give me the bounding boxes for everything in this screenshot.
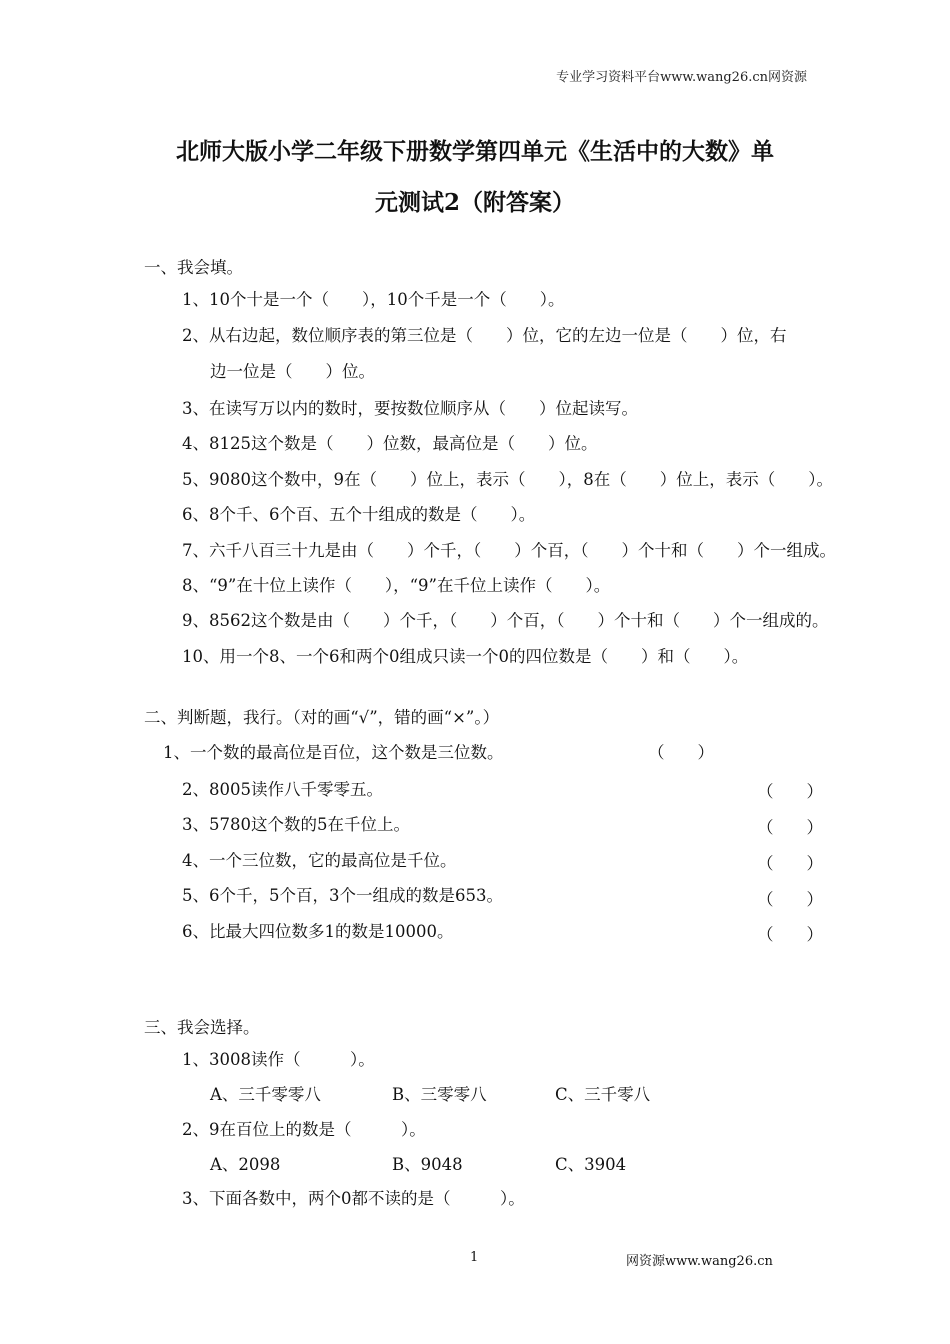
choice-option-a: A、2098 <box>210 1155 281 1174</box>
fill-question: 9、8562这个数是由（ ）个千，（ ）个百，（ ）个十和（ ）个一组成的。 <box>182 611 829 630</box>
section-2-heading: 二、判断题，我行。（对的画“√”，错的画“×”。） <box>144 708 500 727</box>
answer-parentheses: （ ） <box>757 782 823 801</box>
fill-question: 6、8个千、6个百、五个十组成的数是（ ）。 <box>182 505 536 524</box>
judge-question: 3、5780这个数的5在千位上。 <box>182 815 410 834</box>
choice-option-b: B、9048 <box>392 1155 463 1174</box>
choice-question: 1、3008读作（ ）。 <box>182 1050 375 1069</box>
page-number: 1 <box>470 1250 479 1265</box>
choice-question: 2、9在百位上的数是（ ）。 <box>182 1120 426 1139</box>
judge-question: 5、6个千，5个百，3个一组成的数是653。 <box>182 886 503 905</box>
judge-question: 2、8005读作八千零零五。 <box>182 780 383 799</box>
fill-question: 1、10个十是一个（ ），10个千是一个（ ）。 <box>182 290 565 309</box>
fill-question: 3、在读写万以内的数时，要按数位顺序从（ ）位起读写。 <box>182 399 638 418</box>
answer-parentheses: （ ） <box>757 854 823 873</box>
document-title-line-1: 北师大版小学二年级下册数学第四单元《生活中的大数》单 <box>176 138 774 165</box>
judge-question: 4、一个三位数，它的最高位是千位。 <box>182 851 457 870</box>
choice-option-a: A、三千零零八 <box>210 1085 321 1104</box>
answer-parentheses: （ ） <box>757 890 823 909</box>
choice-option-b: B、三零零八 <box>392 1085 487 1104</box>
judge-question: 1、一个数的最高位是百位，这个数是三位数。 <box>163 743 504 762</box>
fill-question-continuation: 边一位是（ ）位。 <box>210 362 375 381</box>
fill-question: 10、用一个8、一个6和两个0组成只读一个0的四位数是（ ）和（ ）。 <box>182 647 749 666</box>
fill-question: 2、从右边起，数位顺序表的第三位是（ ）位，它的左边一位是（ ）位，右 <box>182 326 787 345</box>
choice-option-c: C、3904 <box>555 1155 627 1174</box>
fill-question: 4、8125这个数是（ ）位数，最高位是（ ）位。 <box>182 434 598 453</box>
section-3-heading: 三、我会选择。 <box>144 1018 260 1037</box>
answer-parentheses: （ ） <box>648 743 714 762</box>
fill-question: 8、“9”在十位上读作（ ），“9”在千位上读作（ ）。 <box>182 576 611 595</box>
choice-question: 3、下面各数中，两个0都不读的是（ ）。 <box>182 1189 525 1208</box>
answer-parentheses: （ ） <box>757 818 823 837</box>
footer-site: 网资源www.wang26.cn <box>626 1254 773 1269</box>
document-title-line-2: 元测试2（附答案） <box>374 189 575 216</box>
answer-parentheses: （ ） <box>757 925 823 944</box>
fill-question: 7、六千八百三十九是由（ ）个千，（ ）个百，（ ）个十和（ ）个一组成。 <box>182 541 836 560</box>
fill-question: 5、9080这个数中，9在（ ）位上，表示（ ），8在（ ）位上，表示（ ）。 <box>182 470 833 489</box>
page-header: 专业学习资料平台www.wang26.cn网资源 <box>556 70 807 85</box>
section-1-heading: 一、我会填。 <box>144 258 243 277</box>
judge-question: 6、比最大四位数多1的数是10000。 <box>182 922 454 941</box>
choice-option-c: C、三千零八 <box>555 1085 651 1104</box>
